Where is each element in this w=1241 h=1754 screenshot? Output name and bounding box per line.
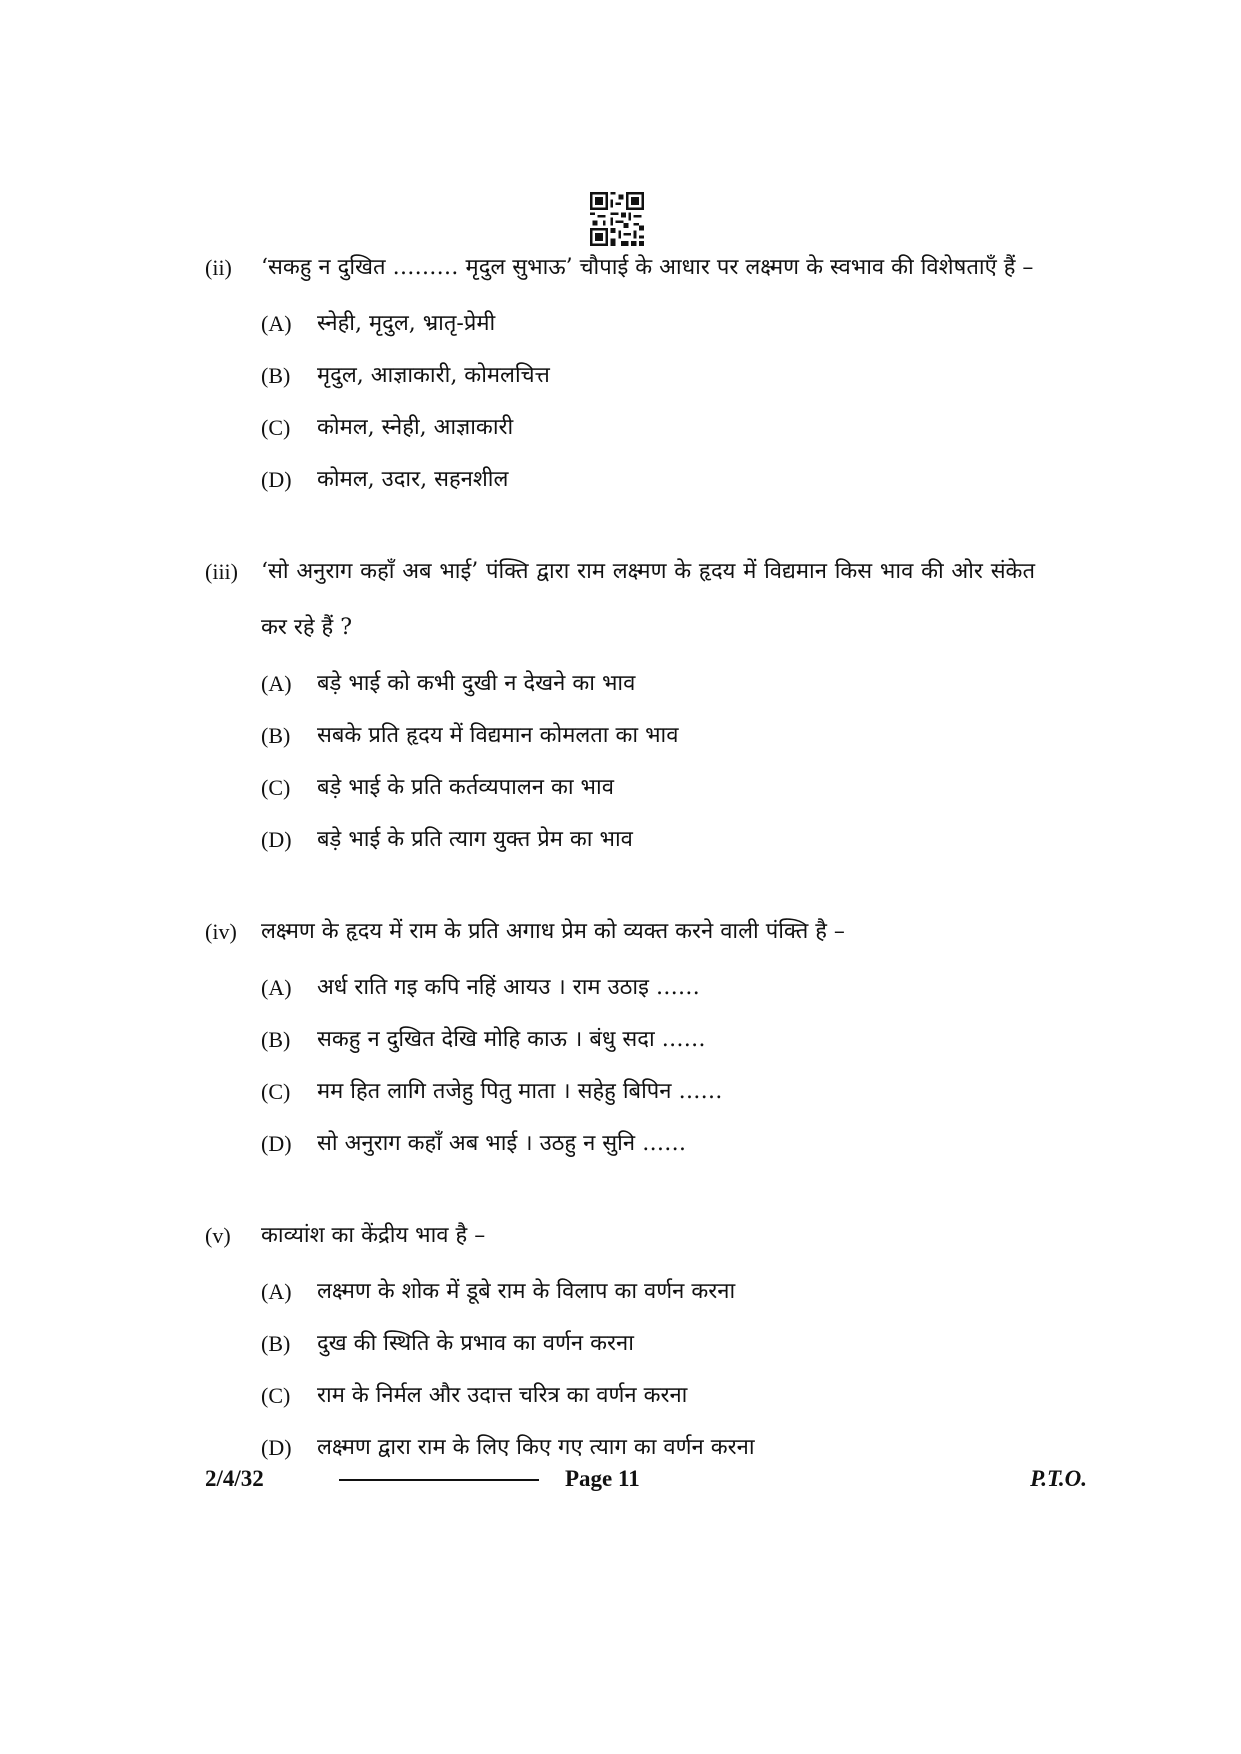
option-label: (C) [261, 775, 291, 800]
page-footer [205, 1466, 1087, 1502]
option-text: बड़े भाई को कभी दुखी न देखने का भाव [317, 671, 636, 696]
question-5 [205, 1208, 1035, 1474]
option-label: (D) [261, 827, 292, 852]
option-a [261, 298, 1035, 350]
option-label: (D) [261, 467, 292, 492]
option-text: सो अनुराग कहाँ अब भाई । उठहु न सुनि …… [317, 1131, 687, 1156]
option-text: बड़े भाई के प्रति त्याग युक्त प्रेम का भाव [317, 827, 633, 852]
paper-code: 2/4/32 [205, 1466, 264, 1491]
option-text: राम के निर्मल और उदात्त चरित्र का वर्णन करना [317, 1383, 688, 1408]
option-text: कोमल, स्नेही, आज्ञाकारी [317, 415, 514, 440]
option-text: बड़े भाई के प्रति कर्तव्यपालन का भाव [317, 775, 614, 800]
option-label: (A) [261, 311, 292, 336]
option-label: (A) [261, 671, 292, 696]
question-4 [205, 904, 1035, 1170]
qr-code-icon [590, 192, 644, 246]
option-text: दुख की स्थिति के प्रभाव का वर्णन करना [317, 1331, 634, 1356]
option-text: सकहु न दुखित देखि मोहि काऊ । बंधु सदा …… [317, 1027, 706, 1052]
option-b [261, 1014, 1035, 1066]
question-list [205, 240, 1035, 1512]
option-label: (C) [261, 1383, 291, 1408]
option-text: लक्ष्मण के शोक में डूबे राम के विलाप का वर्णन करना [317, 1279, 736, 1304]
question-text: लक्ष्मण के हृदय में राम के प्रति अगाध प्रेम को व्यक्त करने वाली पंक्ति है – [261, 919, 845, 944]
option-text: अर्ध राति गइ कपि नहिं आयउ । राम उठाइ …… [317, 975, 700, 1000]
question-text: ‘सो अनुराग कहाँ अब भाई’ पंक्ति द्वारा राम लक्ष्मण के हृदय में विद्यमान किस भाव की ओर संकेत कर रहे हैं ? [261, 559, 1035, 640]
option-label: (B) [261, 1027, 291, 1052]
question-3 [205, 544, 1035, 866]
option-text: मृदुल, आज्ञाकारी, कोमलचित्त [317, 363, 550, 388]
question-number: (ii) [205, 255, 232, 280]
question-number: (iii) [205, 559, 238, 584]
footer-divider [339, 1479, 539, 1481]
option-label: (D) [261, 1435, 292, 1460]
option-label: (B) [261, 363, 291, 388]
option-a [261, 1266, 1035, 1318]
option-label: (C) [261, 1079, 291, 1104]
question-number: (iv) [205, 919, 237, 944]
question-2 [205, 240, 1035, 506]
option-label: (A) [261, 975, 292, 1000]
option-b [261, 710, 1035, 762]
options-list [261, 658, 1035, 866]
question-text: काव्यांश का केंद्रीय भाव है – [261, 1223, 486, 1248]
option-d [261, 814, 1035, 866]
option-text: सबके प्रति हृदय में विद्यमान कोमलता का भाव [317, 723, 679, 748]
question-text: ‘सकहु न दुखित ……… मृदुल सुभाऊ’ चौपाई के आधार पर लक्ष्मण के स्वभाव की विशेषताएँ हैं – [261, 255, 1034, 280]
option-d [261, 1118, 1035, 1170]
option-c [261, 1066, 1035, 1118]
options-list [261, 298, 1035, 506]
page-number: Page 11 [565, 1466, 640, 1491]
option-text: कोमल, उदार, सहनशील [317, 467, 509, 492]
option-c [261, 402, 1035, 454]
option-a [261, 962, 1035, 1014]
option-label: (A) [261, 1279, 292, 1304]
option-label: (B) [261, 1331, 291, 1356]
options-list [261, 962, 1035, 1170]
option-b [261, 1318, 1035, 1370]
option-a [261, 658, 1035, 710]
options-list [261, 1266, 1035, 1474]
pto-label: P.T.O. [1030, 1466, 1087, 1491]
option-b [261, 350, 1035, 402]
option-text: स्नेही, मृदुल, भ्रातृ-प्रेमी [317, 311, 496, 336]
option-d [261, 454, 1035, 506]
option-c [261, 1370, 1035, 1422]
option-text: लक्ष्मण द्वारा राम के लिए किए गए त्याग का वर्णन करना [317, 1435, 755, 1460]
option-label: (C) [261, 415, 291, 440]
option-text: मम हित लागि तजेहु पितु माता । सहेहु बिपिन …… [317, 1079, 723, 1104]
option-c [261, 762, 1035, 814]
option-label: (D) [261, 1131, 292, 1156]
option-label: (B) [261, 723, 291, 748]
question-number: (v) [205, 1223, 231, 1248]
